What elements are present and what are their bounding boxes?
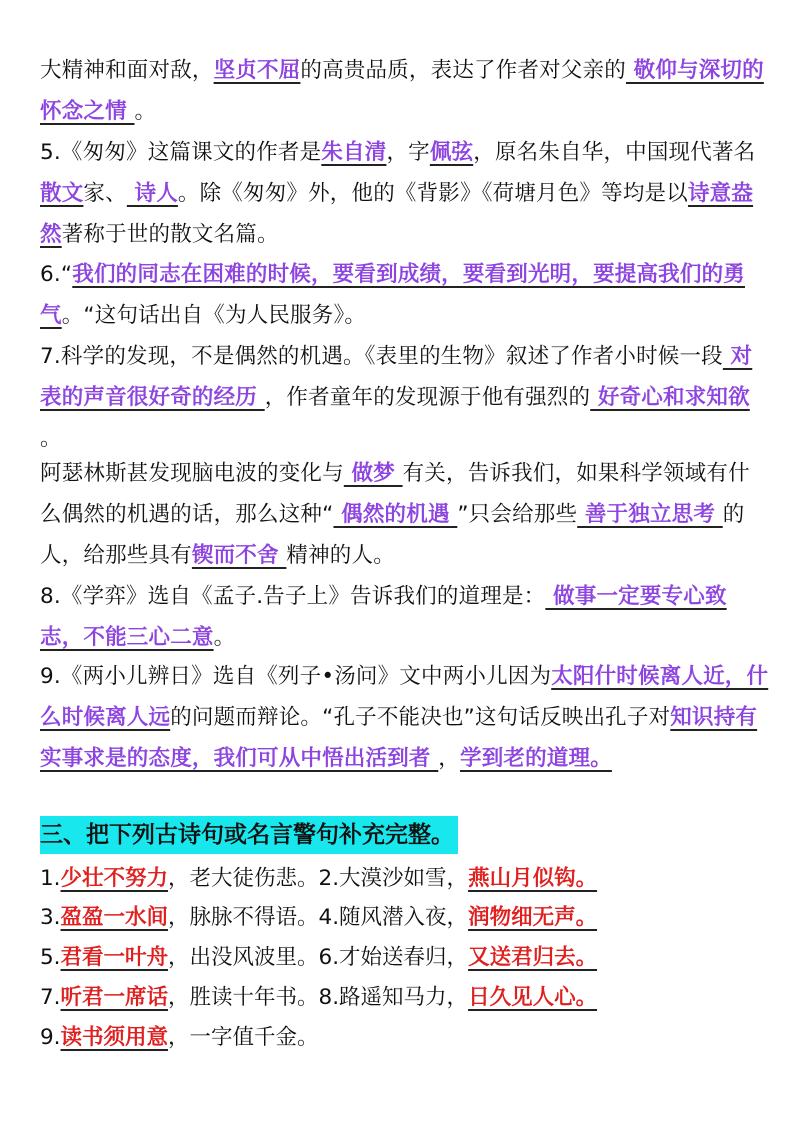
answer-fill: 锲而不舍 xyxy=(191,543,287,568)
text: 家、 xyxy=(83,181,127,206)
text: 8.路遥知马力， xyxy=(318,985,469,1010)
answer-fill: 知识持有实事求是的态度，我们可从中悟出活到者 xyxy=(40,705,758,771)
answer-fill: 燕山月似钩。 xyxy=(468,866,598,891)
answer-fill: 润物细无声。 xyxy=(468,905,598,930)
text: 。 xyxy=(213,625,236,650)
text: ，老大徒伤悲。 xyxy=(168,866,319,891)
text: ，字 xyxy=(386,140,430,165)
poem-line xyxy=(40,1019,780,1057)
text: 著称于世的散文名篇。 xyxy=(61,222,279,247)
text: 8.《学弈》选自《孟子.告子上》告诉我们的道理是： xyxy=(40,584,546,609)
answer-fill: 听君一席话 xyxy=(60,985,169,1010)
text: 4.随风潜入夜， xyxy=(318,905,469,930)
item-number: 5. xyxy=(40,945,61,970)
text: 阿瑟林斯甚发现脑电波的变化与 xyxy=(40,461,344,486)
text: 。“这句话出自《为人民服务》。 xyxy=(61,303,367,328)
poem-line xyxy=(40,979,780,1017)
answer-fill: 偶然的机遇 xyxy=(333,502,458,527)
text: 6.才始送春归， xyxy=(318,945,469,970)
answer-fill: 好奇心和求知欲 xyxy=(590,385,750,410)
answer-fill: 盈盈一水间 xyxy=(60,905,169,930)
section-heading: 三、把下列古诗句或名言警句补充完整。 xyxy=(40,816,458,854)
text: 9.《两小儿辨日》选自《列子•汤问》文中两小儿因为 xyxy=(40,664,552,689)
item-number: 7. xyxy=(40,985,61,1010)
text: ，出没风波里。 xyxy=(168,945,319,970)
text: ，作者童年的发现源于他有强烈的 xyxy=(264,385,591,410)
text: 的人，给那些具有 xyxy=(40,502,745,568)
text: 的高贵品质，表达了作者对父亲的 xyxy=(300,58,626,83)
text: ”只会给那些 xyxy=(457,502,578,527)
poem-line xyxy=(40,939,780,977)
text: 。除《匆匆》外，他的《背影》《荷塘月色》等均是以 xyxy=(177,181,688,206)
answer-fill: 学到老的道理。 xyxy=(460,746,612,771)
answer-fill: 善于独立思考 xyxy=(577,502,723,527)
answer-fill: 太阳什时候离人近，什么时候离人远 xyxy=(40,664,769,730)
answer-fill: 君看一叶舟 xyxy=(60,945,169,970)
answer-fill: 诗意盎然 xyxy=(40,181,754,247)
answer-fill: 我们的同志在困难的时候，要看到成绩，要看到光明，要提高我们的勇气 xyxy=(40,262,745,328)
item-number: 3. xyxy=(40,905,61,930)
answer-fill: 做事一定要专心致志，不能三心二意 xyxy=(40,584,727,650)
paragraph-5 xyxy=(40,132,770,255)
answer-fill: 敬仰与深切的怀念之情 xyxy=(40,58,764,124)
answer-fill: 佩弦 xyxy=(429,140,474,165)
answer-fill: 诗人 xyxy=(126,181,178,206)
paragraph-8 xyxy=(40,576,770,658)
paragraph-9 xyxy=(40,656,770,779)
poem-line xyxy=(40,860,780,898)
text: 5.《匆匆》这篇课文的作者是 xyxy=(40,140,322,165)
text: 。 xyxy=(134,99,157,124)
text: 。 xyxy=(40,426,62,451)
text: 大精神和面对敌， xyxy=(40,58,214,83)
text: 精神的人。 xyxy=(286,543,395,568)
answer-fill: 日久见人心。 xyxy=(468,985,598,1010)
answer-fill: 坚贞不屈 xyxy=(213,58,301,83)
paragraph-7-b xyxy=(40,453,770,576)
text: 有关，告诉我们，如果科学领域有什么偶然的机遇的话，那么这种“ xyxy=(40,461,750,527)
item-number: 9. xyxy=(40,1025,61,1050)
answer-fill: 读书须用意 xyxy=(60,1025,169,1050)
paragraph-7 xyxy=(40,336,770,459)
paragraph-6 xyxy=(40,254,770,336)
paragraph-4-continued xyxy=(40,50,770,132)
answer-fill: 少壮不努力 xyxy=(60,866,169,891)
answer-fill: 做梦 xyxy=(343,461,403,486)
text: ， xyxy=(438,746,460,771)
answer-fill: 散文 xyxy=(40,181,84,206)
text: 的问题而辩论。“孔子不能决也”这句话反映出孔子对 xyxy=(170,705,671,730)
text: ，一字值千金。 xyxy=(168,1025,319,1050)
poem-line xyxy=(40,899,780,937)
text: 2.大漠沙如雪， xyxy=(318,866,469,891)
text: 6.“ xyxy=(40,262,73,287)
text: 7.科学的发现，不是偶然的机遇。《表里的生物》叙述了作者小时候一段 xyxy=(40,344,723,369)
item-number: 1. xyxy=(40,866,61,891)
answer-fill: 朱自清 xyxy=(321,140,387,165)
text: ，胜读十年书。 xyxy=(168,985,319,1010)
answer-fill: 对表的声音很好奇的经历 xyxy=(40,344,753,410)
text: ，原名朱自华，中国现代著名 xyxy=(473,140,756,165)
answer-fill: 又送君归去。 xyxy=(468,945,598,970)
text: ，脉脉不得语。 xyxy=(168,905,319,930)
